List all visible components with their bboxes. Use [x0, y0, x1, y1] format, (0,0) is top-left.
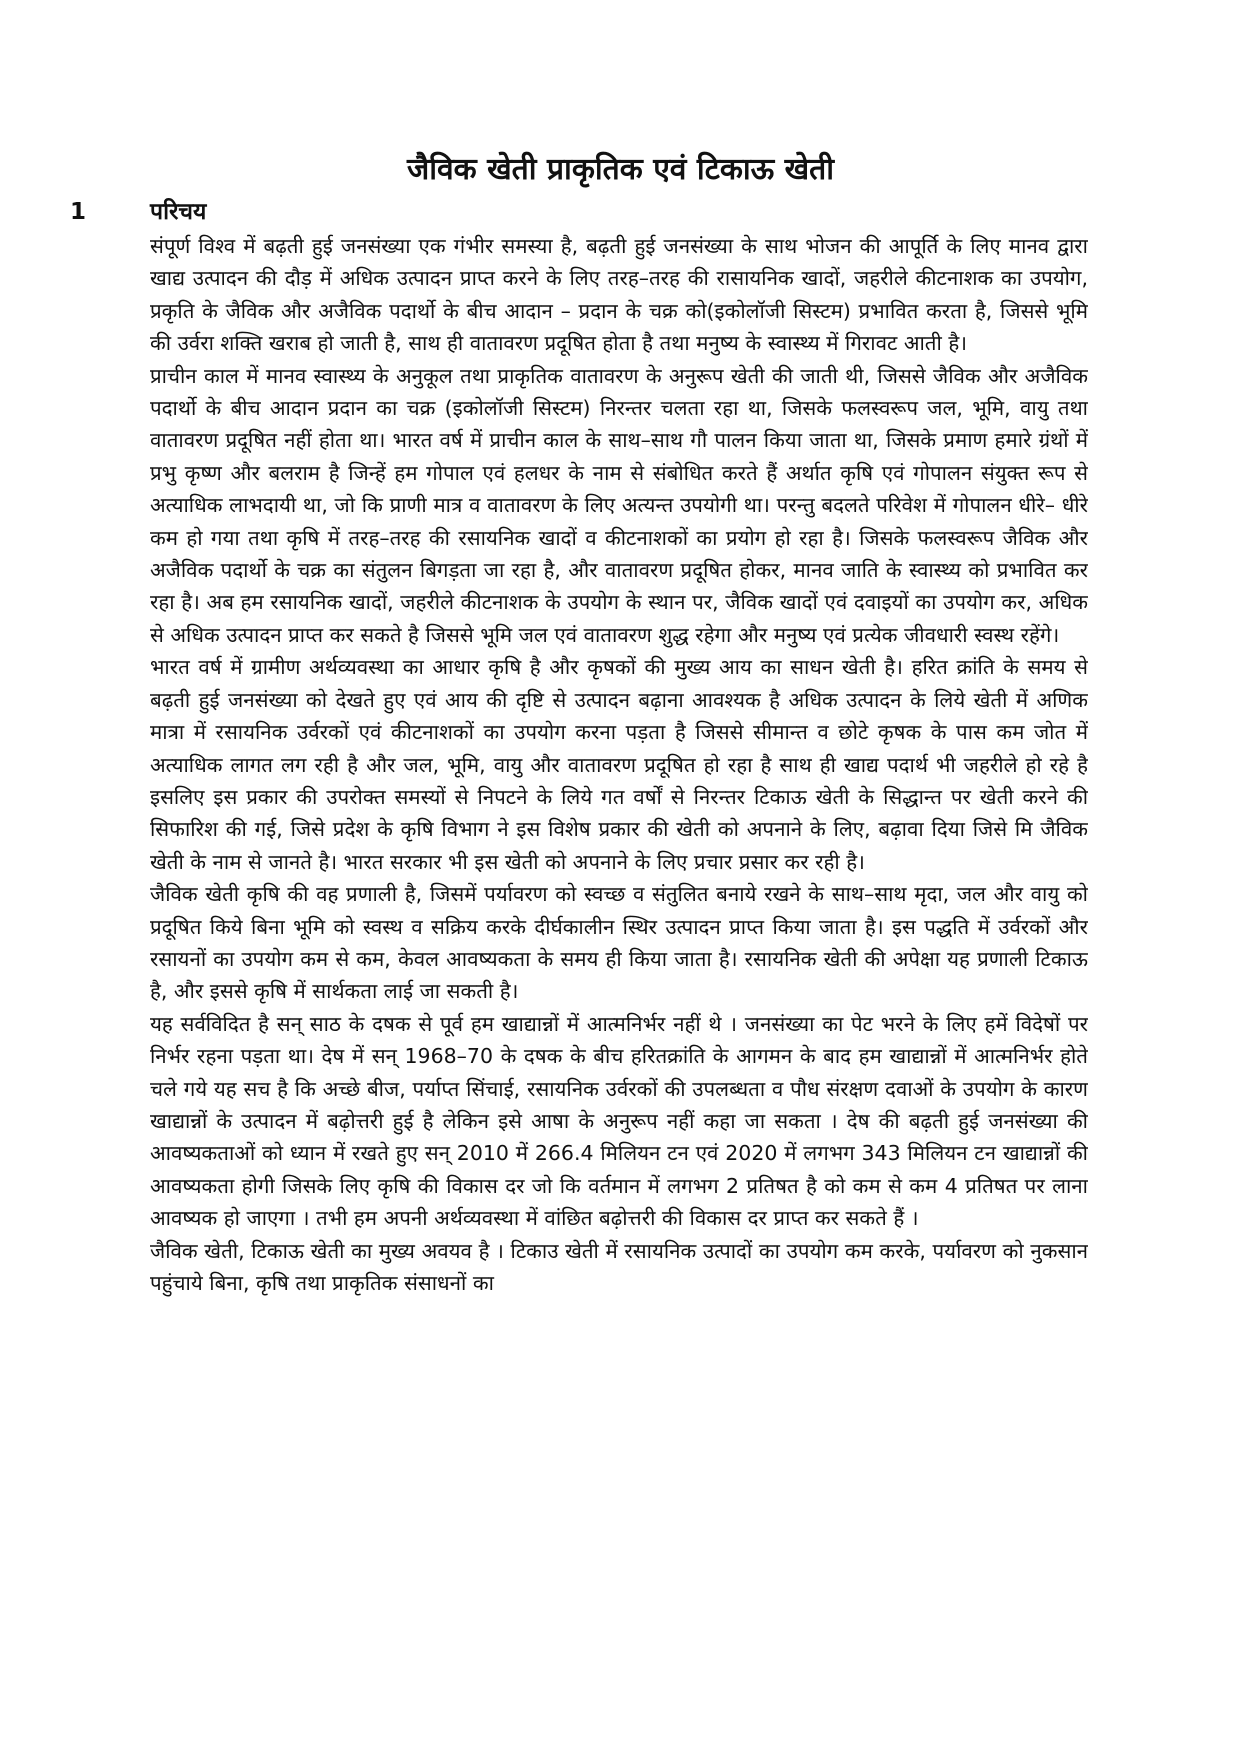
section-number: 1 [70, 199, 87, 225]
paragraph-2: प्राचीन काल में मानव स्वास्थ्य के अनुकूल तथा प्राकृतिक वातावरण के अनुरूप खेती की जाती थी, जिससे जैविक और अजैविक पदार्थो के बीच आदान प्रदान का चक्र (इकोलॉजी सिस्टम) निरन्तर चलता रहा था, जिसके फलस्वरूप जल, भूमि, वायु तथा वातावरण प्रदूषित नहीं होता था। भारत वर्ष में प्राचीन काल के साथ–साथ गौ पालन किया जाता था, जिसके प्रमाण हमारे ग्रंथों में प्रभु कृष्ण और बलराम है जिन्हें हम गोपाल एवं हलधर के नाम से संबोधित करते हैं अर्थात कृषि एवं गोपालन संयुक्त रूप से अत्याधिक लाभदायी था, जो कि प्राणी मात्र व वातावरण के लिए अत्यन्त उपयोगी था। परन्तु बदलते परिवेश में गोपालन धीरे– धीरे कम हो गया तथा कृषि में तरह–तरह की रसायनिक खादों व कीटनाशकों का प्रयोग हो रहा है। जिसके फलस्वरूप जैविक और अजैविक पदार्थो के चक्र का संतुलन बिगड़ता जा रहा है, और वातावरण प्रदूषित होकर, मानव जाति के स्वास्थ्य को प्रभावित कर रहा है। अब हम रसायनिक खादों, जहरीले कीटनाशक के उपयोग के स्थान पर, जैविक खादों एवं दवाइयों का उपयोग कर, अधिक से अधिक उत्पादन प्राप्त कर सकते है जिससे भूमि जल एवं वातावरण शुद्ध रहेगा और मनुष्य एवं प्रत्येक जीवधारी स्वस्थ रहेंगे। [150, 363, 1088, 647]
paragraph-4: जैविक खेती कृषि की वह प्रणाली है, जिसमें पर्यावरण को स्वच्छ व संतुलित बनाये रखने के साथ–साथ मृदा, जल और वायु को प्रदूषित किये बिना भूमि को स्वस्थ व सक्रिय करके दीर्घकालीन स्थिर उत्पादन प्राप्त किया जाता है। इस पद्धति में उर्वरकों और रसायनों का उपयोग कम से कम, केवल आवष्यकता के समय ही किया जाता है। रसायनिक खेती की अपेक्षा यह प्रणाली टिकाऊ है, और इससे कृषि में सार्थकता लाई जा सकती है। [150, 882, 1088, 1004]
section-body [150, 230, 1088, 1560]
paragraph-5: यह सर्वविदित है सन् साठ के दषक से पूर्व हम खाद्यान्नों में आत्मनिर्भर नहीं थे । जनसंख्या का पेट भरने के लिए हमें विदेषों पर निर्भर रहना पड़ता था। देष में सन् 1968–70 के दषक के बीच हरितक्रांति के आगमन के बाद हम खाद्यान्नों में आत्मनिर्भर होते चले गये यह सच है कि अच्छे बीज, पर्याप्त सिंचाई, रसायनिक उर्वरकों की उपलब्धता व पौध संरक्षण दवाओं के उपयोग के कारण खाद्यान्नों के उत्पादन में बढ़ोत्तरी हुई है लेकिन इसे आषा के अनुरूप नहीं कहा जा सकता । देष की बढ़ती हुई जनसंख्या की आवष्यकताओं को ध्यान में रखते हुए सन् 2010 में 266.4 मिलियन टन एवं 2020 में लगभग 343 मिलियन टन खाद्यान्नों की आवष्यकता होगी जिसके लिए कृषि की विकास दर जो कि वर्तमान में लगभग 2 प्रतिषत है को कम से कम 4 प्रतिषत पर लाना आवष्यक हो जाएगा । तभी हम अपनी अर्थव्यवस्था में वांछित बढ़ोत्तरी की विकास दर प्राप्त कर सकते हैं । [150, 1011, 1088, 1231]
paragraph-6: जैविक खेती, टिकाऊ खेती का मुख्य अवयव है । टिकाउ खेती में रसायनिक उत्पादों का उपयोग कम करके, पर्यावरण को नुकसान पहुंचाये बिना, कृषि तथा प्राकृतिक संसाधनों का [150, 1238, 1088, 1295]
paragraph-1: संपूर्ण विश्व में बढ़ती हुई जनसंख्या एक गंभीर समस्या है, बढ़ती हुई जनसंख्या के साथ भोजन की आपूर्ति के लिए मानव द्वारा खाद्य उत्पादन की दौड़ में अधिक उत्पादन प्राप्त करने के लिए तरह–तरह की रासायनिक खादों, जहरीले कीटनाशक का उपयोग, प्रकृति के जैविक और अजैविक पदार्थो के बीच आदान – प्रदान के चक्र को(इकोलॉजी सिस्टम) प्रभावित करता है, जिससे भूमि की उर्वरा शक्ति खराब हो जाती है, साथ ही वातावरण प्रदूषित होता है तथा मनुष्य के स्वास्थ्य में गिरावट आती है। [150, 234, 1088, 356]
paragraph-3: भारत वर्ष में ग्रामीण अर्थव्यवस्था का आधार कृषि है और कृषकों की मुख्य आय का साधन खेती है। हरित क्रांति के समय से बढ़ती हुई जनसंख्या को देखते हुए एवं आय की दृष्टि से उत्पादन बढ़ाना आवश्यक है अधिक उत्पादन के लिये खेती में अणिक मात्रा में रसायनिक उर्वरकों एवं कीटनाशकों का उपयोग करना पड़ता है जिससे सीमान्त व छोटे कृषक के पास कम जोत में अत्याधिक लागत लग रही है और जल, भूमि, वायु और वातावरण प्रदूषित हो रहा है साथ ही खाद्य पदार्थ भी जहरीले हो रहे है इसलिए इस प्रकार की उपरोक्त समस्यों से निपटने के लिये गत वर्षों से निरन्तर टिकाऊ खेती के सिद्धान्त पर खेती करने की सिफारिश की गई, जिसे प्रदेश के कृषि विभाग ने इस विशेष प्रकार की खेती को अपनाने के लिए, बढ़ावा दिया जिसे मि जैविक खेती के नाम से जानते है। भारत सरकार भी इस खेती को अपनाने के लिए प्रचार प्रसार कर रही है। [150, 655, 1088, 874]
section-heading: परिचय [150, 199, 207, 225]
document-title: जैविक खेती प्राकृतिक एवं टिकाऊ खेती [406, 152, 835, 187]
